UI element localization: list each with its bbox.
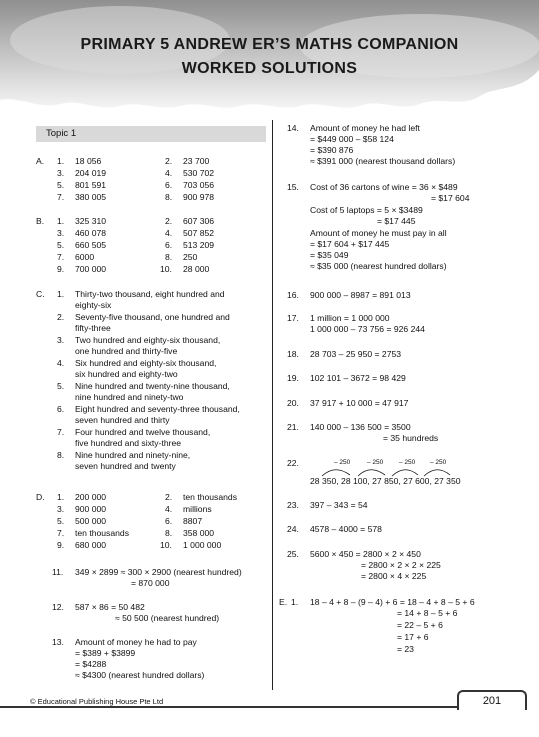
question-number: 15. [287,182,299,192]
arrow-label: – 250 [430,459,447,466]
list-item-value: 900 000 [75,504,107,514]
list-item-number: 8. [165,528,173,538]
question-number: 20. [287,398,299,408]
column-divider [272,120,273,690]
list-item-number: 4. [57,358,65,368]
question-number: 19. [287,373,299,383]
topic-heading: Topic 1 [36,126,266,142]
list-item-value: 460 078 [75,228,107,238]
solution-line: 37 917 + 10 000 = 47 917 [310,398,409,408]
list-item-value: 325 310 [75,216,107,226]
list-item-number: 7. [57,252,65,262]
solution-line: = $390 876 [310,145,354,155]
solution-line: ≈ $35 000 (nearest hundred dollars) [310,261,447,271]
list-item-value: 18 056 [75,156,102,166]
solution-line: = 2800 × 4 × 225 [361,571,427,581]
page-number: 201 [457,690,527,710]
list-item-value: 700 000 [75,264,107,274]
question-number: 12. [52,602,64,612]
list-item-value: 358 000 [183,528,215,538]
list-item-value: 6000 [75,252,95,262]
solution-line: Amount of money he must pay in all [310,228,447,238]
list-item-value: 204 019 [75,168,107,178]
solution-line: = 870 000 [131,578,170,588]
list-item-value: 200 000 [75,492,107,502]
list-item-text: Six hundred and eighty-six thousand, [75,358,217,368]
solution-line: ≈ $4300 (nearest hundred dollars) [75,670,205,680]
list-item-number: 10. [160,540,172,550]
list-item-text: Four hundred and twelve thousand, [75,427,211,437]
list-item-number: 1. [57,216,65,226]
solution-line: = $17 604 [431,193,470,203]
list-item-value: 507 852 [183,228,215,238]
solution-line: Cost of 5 laptops = 5 × $3489 [310,205,423,215]
solution-line: = 14 + 8 – 5 + 6 [397,608,458,618]
arrow-label: – 250 [367,459,384,466]
solution-line: 5600 × 450 = 2800 × 2 × 450 [310,549,421,559]
list-item-value: 1 000 000 [183,540,222,550]
list-item-value: ten thousands [183,492,237,502]
question-number: 23. [287,500,299,510]
list-item-value: millions [183,504,212,514]
solution-line: = 35 hundreds [383,433,439,443]
solution-line: = 2800 × 2 × 2 × 225 [361,560,441,570]
solution-line: 18 – 4 + 8 – (9 – 4) + 6 = 18 – 4 + 8 – 5 + 6 [310,597,475,607]
solution-line: 28 703 – 25 950 = 2753 [310,349,402,359]
list-item-value: 660 505 [75,240,107,250]
list-item-text: Seventy-five thousand, one hundred and [75,312,230,322]
question-number: 25. [287,549,299,559]
list-item-value: 500 000 [75,516,107,526]
solution-line: = $449 000 – $58 124 [310,134,394,144]
section-label-c: C. [36,289,45,299]
question-number: 1. [291,597,299,607]
question-number: 21. [287,422,299,432]
list-item-number: 2. [57,312,65,322]
list-item-value: 28 000 [183,264,210,274]
list-item-value: 680 000 [75,540,107,550]
list-item-number: 9. [57,540,65,550]
list-item-number: 1. [57,156,65,166]
list-item-number: 7. [57,528,65,538]
solution-line: = $17 604 + $17 445 [310,239,390,249]
footer-rule [0,706,457,708]
question-number: 16. [287,290,299,300]
list-item-text: Thirty-two thousand, eight hundred and [75,289,225,299]
copyright-notice: © Educational Publishing House Pte Ltd [30,697,164,706]
list-item-number: 4. [165,504,173,514]
list-item-number: 4. [165,168,173,178]
list-item-number: 7. [57,192,65,202]
list-item-text: one hundred and thirty-five [75,346,178,356]
list-item-value: 8807 [183,516,203,526]
list-item-text: Nine hundred and twenty-nine thousand, [75,381,230,391]
list-item-number: 1. [57,289,65,299]
solution-line: ≈ $391 000 (nearest thousand dollars) [310,156,456,166]
section-label-a: A. [36,156,45,166]
list-item-number: 8. [165,192,173,202]
list-item-number: 6. [165,516,173,526]
list-item-value: 900 978 [183,192,215,202]
list-item-number: 2. [165,216,173,226]
solution-line: 4578 – 4000 = 578 [310,524,382,534]
cloud-header-graphic [0,0,539,112]
list-item-number: 9. [57,264,65,274]
list-item-text: Eight hundred and seventy-three thousand, [75,404,240,414]
solution-line: 349 × 2899 ≈ 300 × 2900 (nearest hundred) [75,567,242,577]
list-item-number: 5. [57,381,65,391]
list-item-value: 250 [183,252,198,262]
list-item-value: ten thousands [75,528,129,538]
list-item-number: 2. [165,156,173,166]
list-item-number: 7. [57,427,65,437]
list-item-number: 5. [57,180,65,190]
list-item-value: 23 700 [183,156,210,166]
solution-line: Amount of money he had left [310,123,420,133]
solution-line: ≈ 50 500 (nearest hundred) [115,613,220,623]
list-item-number: 10. [160,264,172,274]
solution-line: 102 101 – 3672 = 98 429 [310,373,406,383]
list-item-text: nine hundred and ninety-two [75,392,184,402]
solution-line: 28 350, 28 100, 27 850, 27 600, 27 350 [310,476,461,486]
solution-line: 900 000 – 8987 = 891 013 [310,290,411,300]
list-item-text: Two hundred and eighty-six thousand, [75,335,221,345]
question-number: 11. [52,567,64,577]
question-number: 14. [287,123,299,133]
solution-line: = $17 445 [377,216,416,226]
list-item-number: 5. [57,516,65,526]
list-item-value: 801 591 [75,180,107,190]
solution-line: Amount of money he had to pay [75,637,197,647]
page-title-line-1: PRIMARY 5 ANDREW ER’S MATHS COMPANION [80,36,459,53]
solution-line: 140 000 – 136 500 = 3500 [310,422,411,432]
question-number: 13. [52,637,64,647]
list-item-number: 8. [57,450,65,460]
list-item-value: 703 056 [183,180,215,190]
list-item-text: seven hundred and thirty [75,415,170,425]
list-item-text: Nine hundred and ninety-nine, [75,450,191,460]
list-item-value: 380 005 [75,192,107,202]
section-label-e: E. [279,597,288,607]
section-label-b: B. [36,216,45,226]
section-label-d: D. [36,492,45,502]
list-item-number: 3. [57,168,65,178]
solution-line: = $389 + $3899 [75,648,136,658]
list-item-text: five hundred and sixty-three [75,438,182,448]
list-item-number: 4. [165,228,173,238]
list-item-number: 6. [57,404,65,414]
list-item-text: six hundred and eighty-two [75,369,178,379]
list-item-number: 2. [165,492,173,502]
solution-line: 587 × 86 = 50 482 [75,602,145,612]
solution-line: 1 million = 1 000 000 [310,313,390,323]
question-number: 17. [287,313,299,323]
question-number: 22. [287,458,299,468]
list-item-text: fifty-three [75,323,111,333]
list-item-number: 3. [57,228,65,238]
solution-line: Cost of 36 cartons of wine = 36 × $489 [310,182,458,192]
list-item-number: 6. [165,180,173,190]
question-number: 24. [287,524,299,534]
list-item-text: seven hundred and twenty [75,461,176,471]
solution-line: = $4288 [75,659,107,669]
solution-line: = $35 049 [310,250,349,260]
arrow-label: – 250 [334,459,351,466]
list-item-number: 3. [57,335,65,345]
question-number: 18. [287,349,299,359]
solution-line: 1 000 000 – 73 756 = 926 244 [310,324,425,334]
list-item-value: 607 306 [183,216,215,226]
list-item-number: 6. [165,240,173,250]
list-item-text: eighty-six [75,300,112,310]
list-item-number: 5. [57,240,65,250]
list-item-value: 530 702 [183,168,215,178]
list-item-number: 1. [57,492,65,502]
arrow-label: – 250 [399,459,416,466]
list-item-number: 3. [57,504,65,514]
solution-line: 397 – 343 = 54 [310,500,368,510]
solution-line: = 22 – 5 + 6 [397,620,443,630]
list-item-number: 8. [165,252,173,262]
solution-line: = 17 + 6 [397,632,429,642]
page-title-line-2: WORKED SOLUTIONS [181,60,358,77]
list-item-value: 513 209 [183,240,215,250]
solution-line: = 23 [397,644,414,654]
